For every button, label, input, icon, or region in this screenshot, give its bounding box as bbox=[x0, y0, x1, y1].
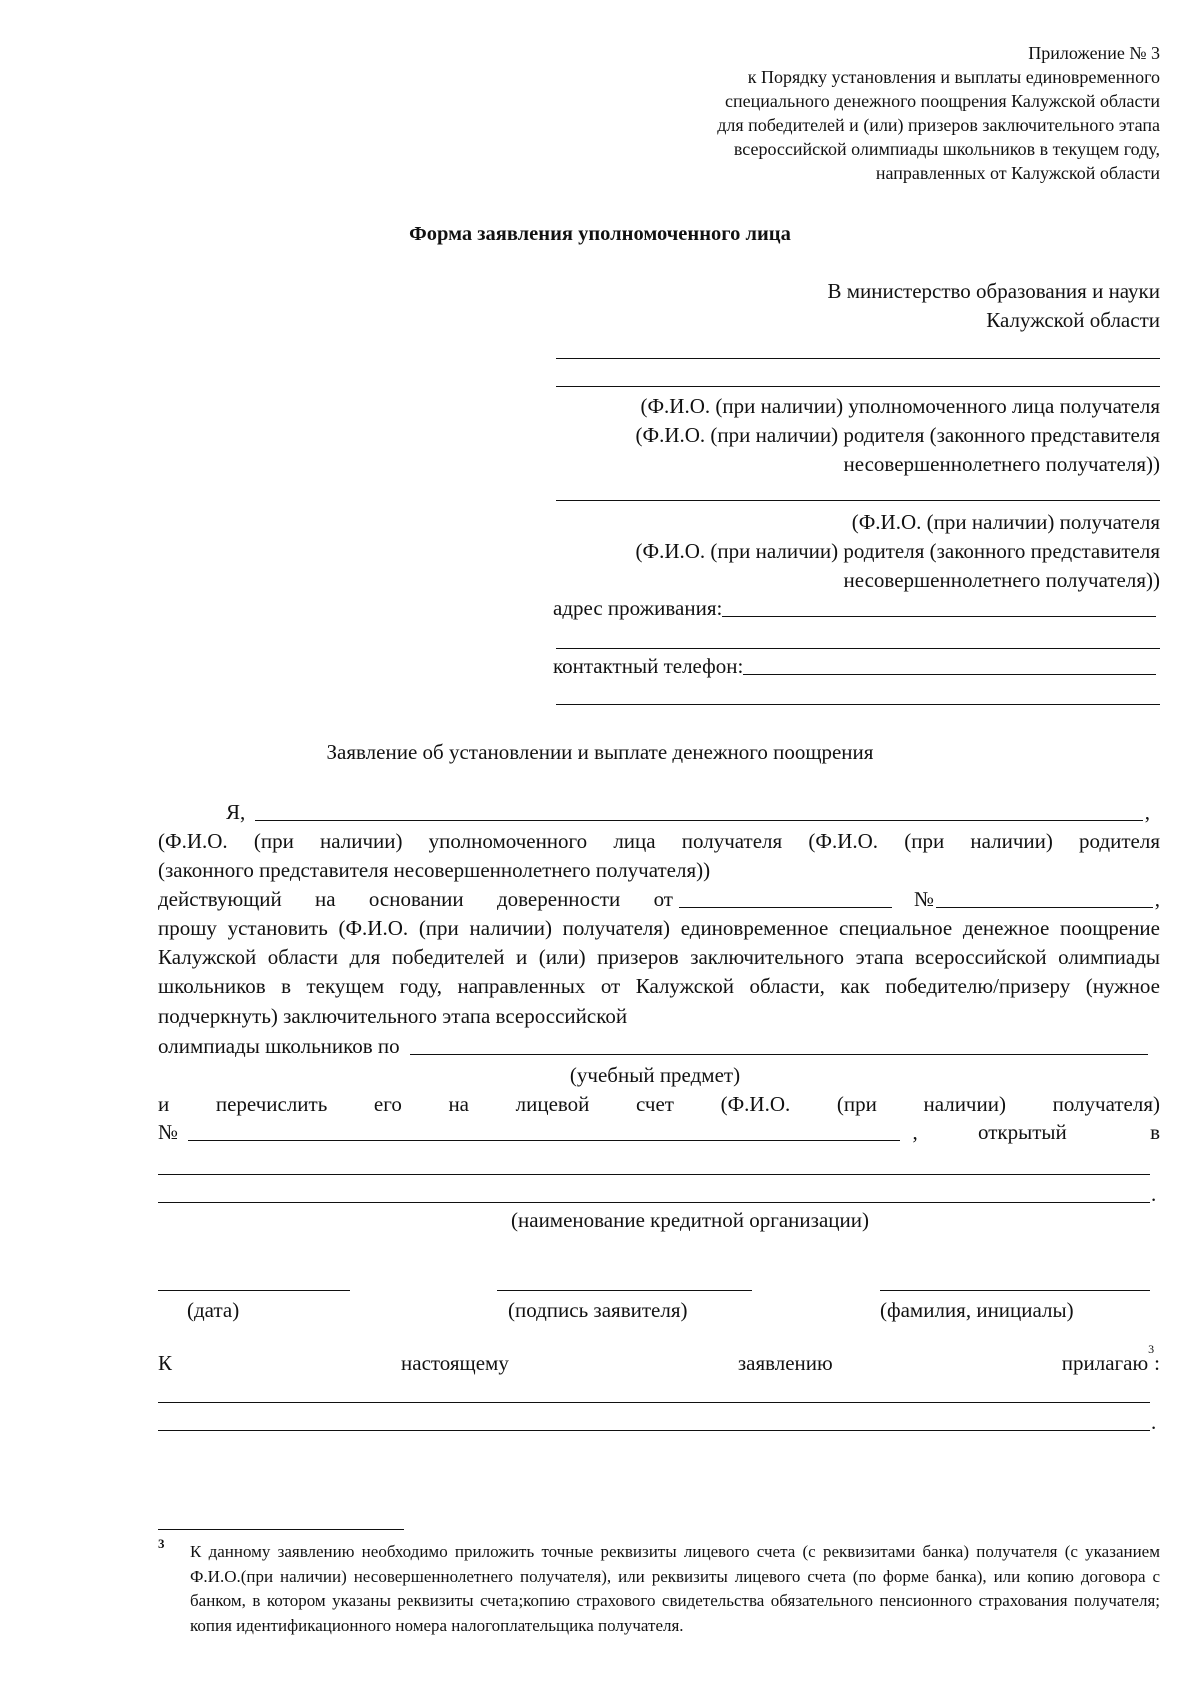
footnote-separator bbox=[158, 1529, 404, 1530]
addressee-line: Калужской области bbox=[986, 308, 1160, 332]
appendix-header bbox=[460, 41, 1160, 185]
attachment-row bbox=[158, 1342, 1160, 1378]
blank-line[interactable] bbox=[556, 704, 1160, 705]
account-row bbox=[158, 1118, 1160, 1147]
form-title: Форма заявления уполномоченного лица bbox=[409, 223, 791, 245]
attachment-field[interactable] bbox=[158, 1430, 1150, 1431]
address-field[interactable] bbox=[722, 594, 1156, 617]
phone-field[interactable] bbox=[743, 652, 1156, 675]
bank-period: . bbox=[1151, 1182, 1157, 1206]
bank-field[interactable] bbox=[158, 1174, 1150, 1175]
applicant-signature-line[interactable] bbox=[497, 1290, 752, 1291]
blank-line[interactable] bbox=[556, 386, 1160, 387]
subject-field[interactable] bbox=[410, 1032, 1148, 1055]
attachment-field[interactable] bbox=[158, 1402, 1150, 1403]
power-of-attorney-row bbox=[158, 885, 1160, 914]
attach-word: настоящему bbox=[401, 1351, 509, 1375]
caption-line: (Ф.И.О. (при наличии) уполномоченного лица получателя bbox=[640, 394, 1160, 418]
appendix-number: Приложение № 3 bbox=[1028, 43, 1160, 63]
date-signature-line[interactable] bbox=[158, 1290, 350, 1291]
signature-caption: (подпись заявителя) bbox=[508, 1298, 688, 1322]
footnote-reference: 3 bbox=[1148, 1342, 1155, 1356]
bank-caption: (наименование кредитной организации) bbox=[511, 1208, 869, 1232]
phone-label: контактный телефон: bbox=[553, 654, 744, 678]
i-suffix: , bbox=[1144, 800, 1150, 824]
bank-field[interactable] bbox=[158, 1202, 1150, 1203]
transfer-line: и перечислить его на лицевой счет (Ф.И.О. (при наличии) получателя) bbox=[158, 1092, 1160, 1116]
addressee bbox=[560, 277, 1160, 335]
blank-line[interactable] bbox=[556, 648, 1160, 649]
appendix-line: для победителей и (или) призеров заключительного этапа bbox=[717, 115, 1160, 135]
appendix-line: направленных от Калужской области bbox=[875, 163, 1160, 183]
attach-colon: : bbox=[1154, 1351, 1160, 1375]
appendix-line: всероссийской олимпиады школьников в текущем году, bbox=[733, 139, 1160, 159]
caption-line: (Ф.И.О. (при наличии) родителя (законного представителя bbox=[635, 539, 1160, 563]
attach-period: . bbox=[1151, 1410, 1157, 1434]
caption-line: несовершеннолетнего получателя)) bbox=[843, 568, 1160, 592]
acting-suffix: , bbox=[1154, 887, 1160, 911]
appendix-line: к Порядку установления и выплаты единовременного bbox=[747, 67, 1160, 87]
caption-authorized-person bbox=[540, 392, 1160, 479]
i-row bbox=[226, 798, 1150, 827]
subject-caption: (учебный предмет) bbox=[569, 1063, 741, 1087]
attach-word: К bbox=[158, 1351, 173, 1375]
opened-in: открытый в bbox=[978, 1120, 1160, 1144]
address-label: адрес проживания: bbox=[553, 596, 723, 620]
appendix-line: специального денежного поощрения Калужской области bbox=[725, 91, 1160, 111]
attorney-number-field[interactable] bbox=[936, 885, 1153, 908]
statement-title: Заявление об установлении и выплате денежного поощрения bbox=[326, 740, 874, 764]
i-prefix: Я, bbox=[226, 800, 246, 824]
phone-row bbox=[553, 652, 1160, 681]
applicant-name-field[interactable] bbox=[255, 798, 1142, 821]
caption-line: (Ф.И.О. (при наличии) получателя bbox=[851, 510, 1160, 534]
fio-caption-line: (Ф.И.О. (при наличии) уполномоченного лица получателя (Ф.И.О. (при наличии) родителя bbox=[158, 829, 1160, 853]
surname-caption: (фамилия, инициалы) bbox=[880, 1298, 1074, 1322]
caption-recipient bbox=[540, 508, 1160, 595]
olympiad-subject-row bbox=[158, 1032, 1148, 1061]
addressee-line: В министерство образования и науки bbox=[827, 279, 1160, 303]
account-prefix: № bbox=[158, 1120, 179, 1144]
acting-prefix: действующий на основании доверенности от bbox=[158, 887, 673, 911]
attorney-date-field[interactable] bbox=[679, 885, 892, 908]
blank-line[interactable] bbox=[556, 500, 1160, 501]
account-number-field[interactable] bbox=[188, 1118, 900, 1141]
attach-text bbox=[158, 1349, 1148, 1378]
request-paragraph: прошу установить (Ф.И.О. (при наличии) получателя) единовременное специальное денежное поощрение Калужской области для победителей и (или) призеров заключительного этапа всероссийской олимпиады школьников в текущем году, направленных от Калужской области, как победителю/призеру (нужное подчеркнуть) заключительного этапа всероссийской bbox=[158, 916, 1160, 1028]
attach-word: прилагаю bbox=[1061, 1351, 1149, 1375]
fio-caption-line: (законного представителя несовершеннолетнего получателя)) bbox=[158, 858, 711, 882]
number-sign: № bbox=[914, 887, 935, 911]
blank-line[interactable] bbox=[556, 358, 1160, 359]
caption-line: (Ф.И.О. (при наличии) родителя (законного представителя bbox=[635, 423, 1160, 447]
footnote-text: К данному заявлению необходимо приложить точные реквизиты лицевого счета (с реквизитами банка) получателя (с указанием Ф.И.О.(при наличии) несовершеннолетнего получателя), или реквизиты лицевого счета (по форме банка), или копию договора с банком, в котором указаны реквизиты счета;копию страхового свидетельства обязательного пенсионного страхования получателя; копия идентификационного номера налогоплательщика получателя. bbox=[190, 1542, 1160, 1635]
footnote-number: 3 bbox=[158, 1536, 165, 1551]
date-caption: (дата) bbox=[187, 1298, 240, 1322]
surname-signature-line[interactable] bbox=[880, 1290, 1150, 1291]
account-comma: , bbox=[912, 1120, 918, 1144]
olympiad-prefix: олимпиады школьников по bbox=[158, 1034, 400, 1058]
caption-line: несовершеннолетнего получателя)) bbox=[843, 452, 1160, 476]
address-row bbox=[553, 594, 1160, 623]
attach-word: заявлению bbox=[737, 1351, 833, 1375]
